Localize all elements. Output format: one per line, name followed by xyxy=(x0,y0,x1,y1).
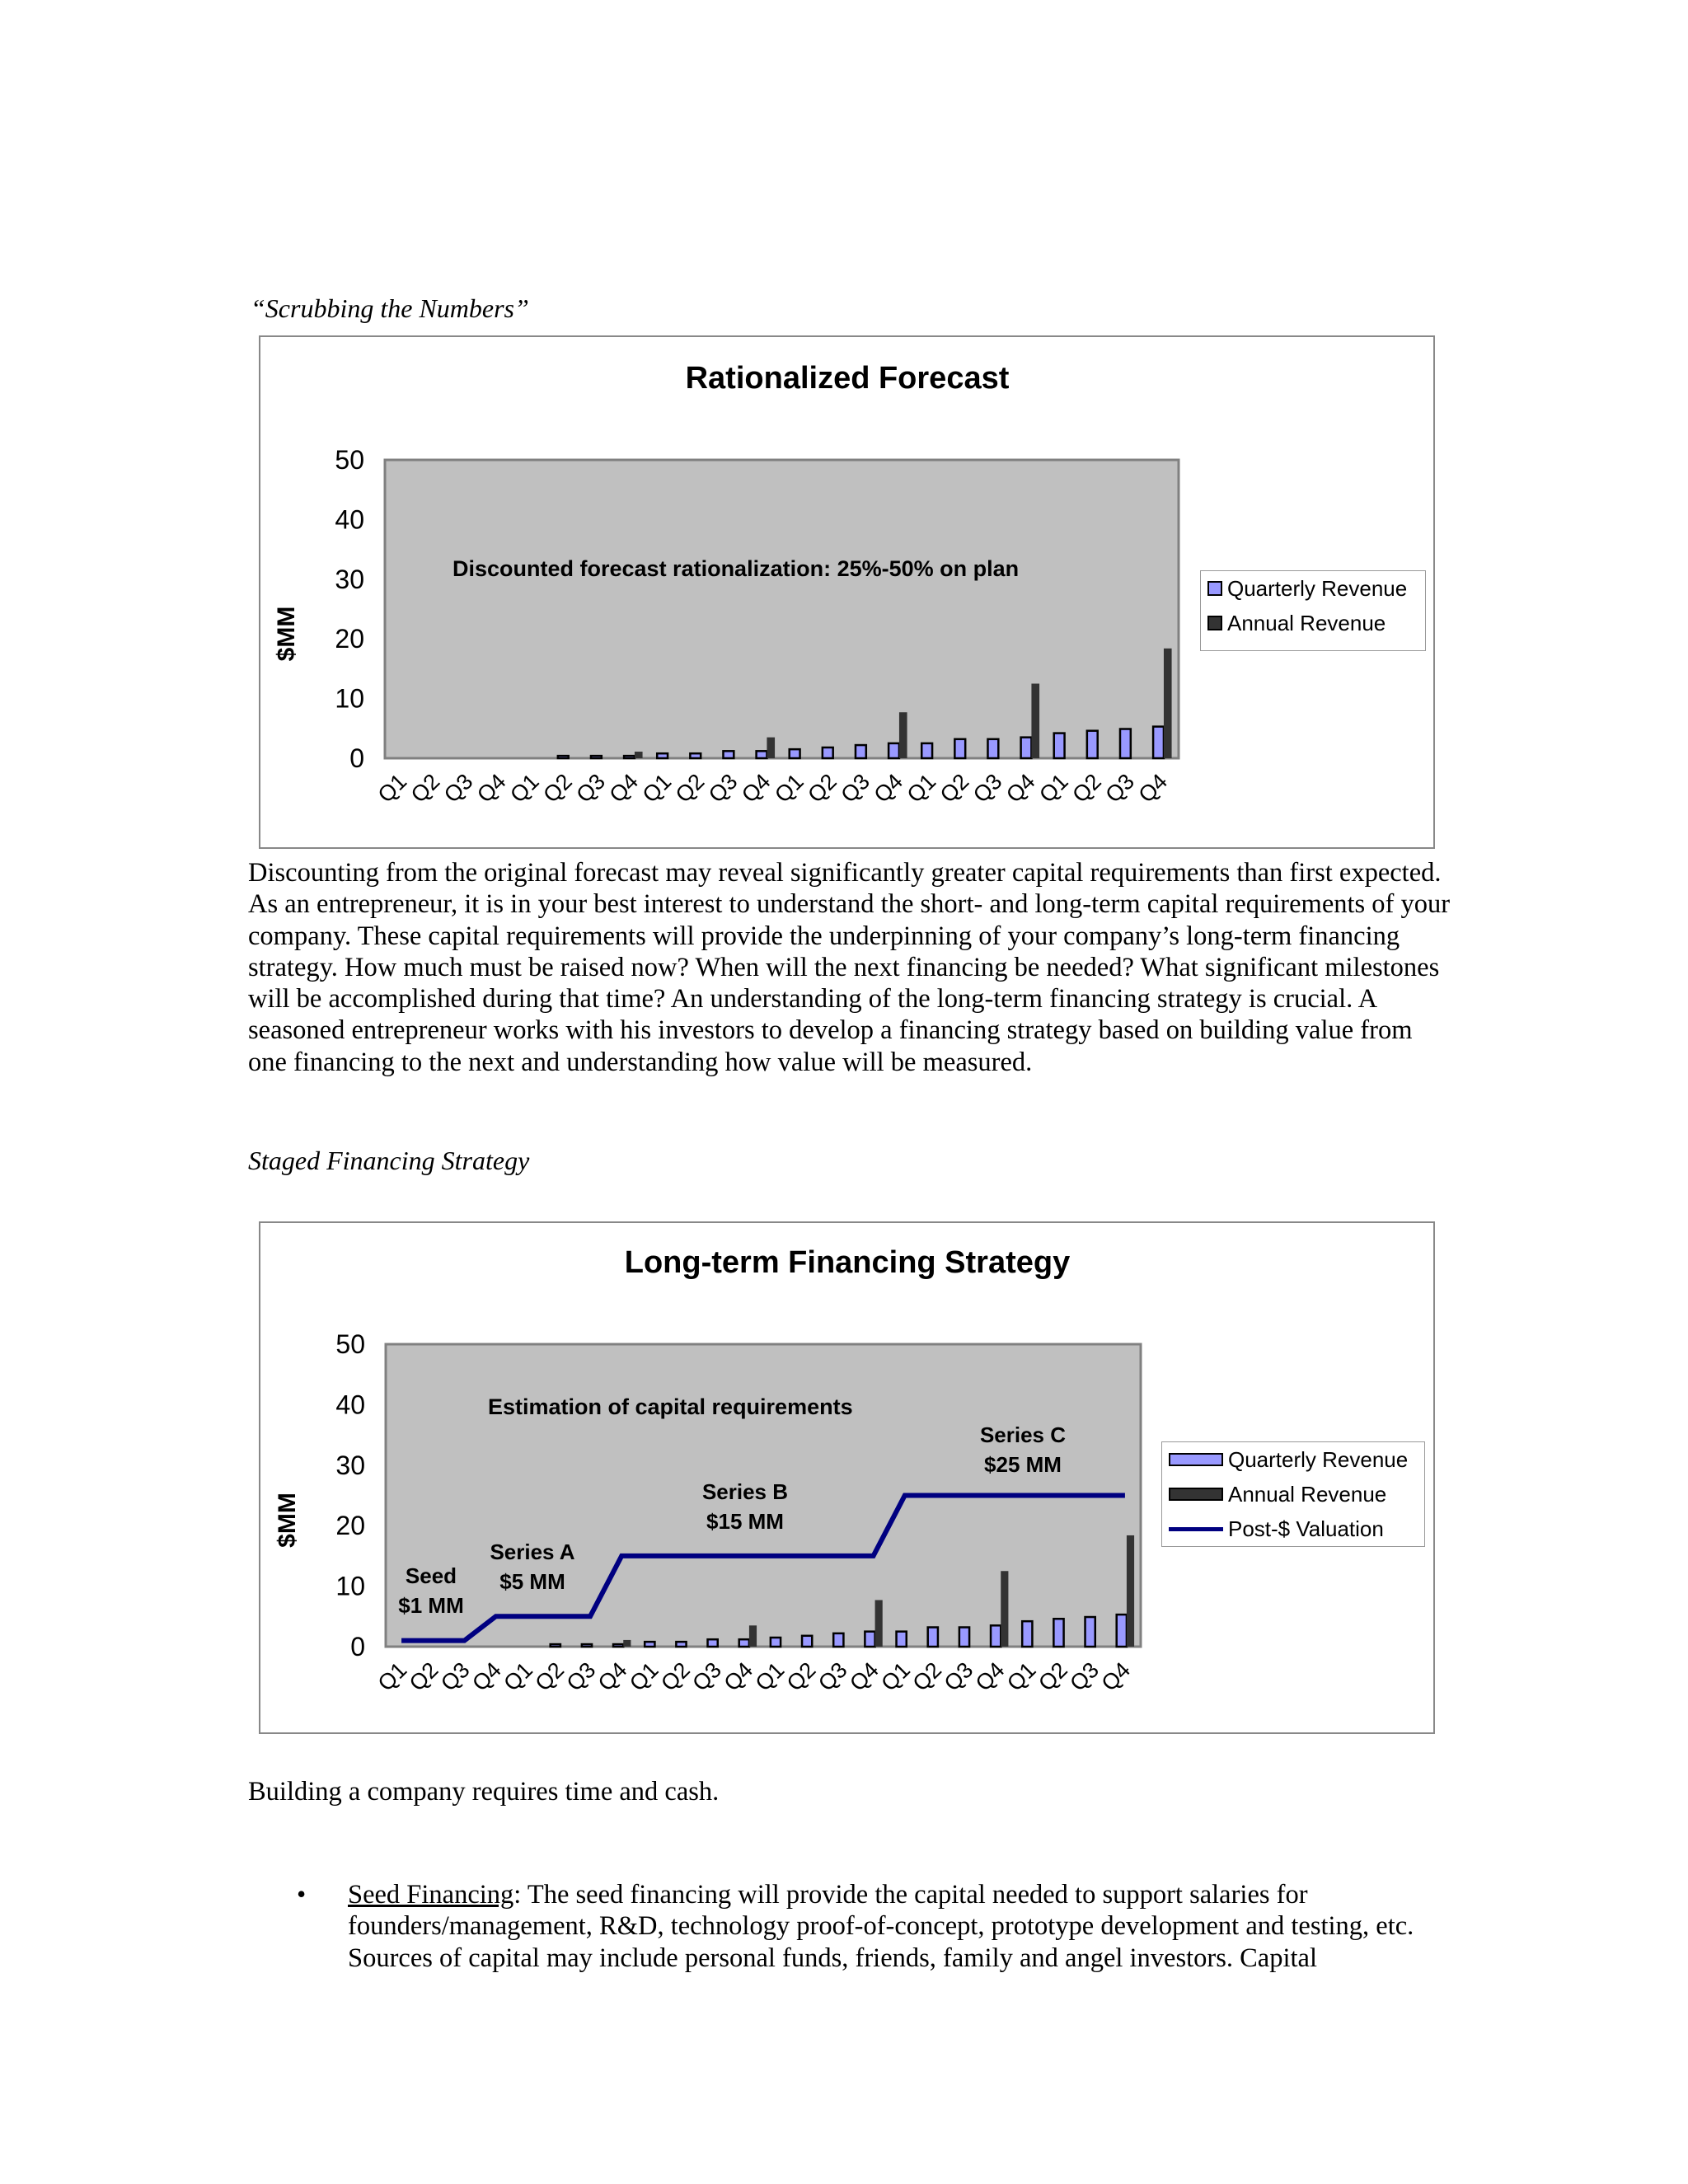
x-tick-label: Q3 xyxy=(687,1657,726,1696)
chart-rationalized-forecast xyxy=(259,335,1435,849)
legend-item-quarterly xyxy=(1201,571,1425,606)
x-tick-label: Q4 xyxy=(719,1657,758,1696)
quarterly-revenue-bar xyxy=(690,753,701,758)
bullet-seed-financing xyxy=(348,1879,1444,1974)
y-tick-label: 0 xyxy=(349,743,364,773)
x-tick-label: Q2 xyxy=(1067,769,1106,808)
legend-label: Annual Revenue xyxy=(1228,1481,1387,1507)
x-tick-label: Q4 xyxy=(1133,769,1173,808)
seed-financing-text: : The seed financing will provide the capital needed to support salaries for founders/management, R&D, technology proof-of-concept, prototype development and testing, etc. Sources of capital may include personal funds, friends, family and angel investors. Capital xyxy=(348,1880,1414,1973)
quarterly-revenue-bar xyxy=(987,739,998,758)
x-tick-label: Q4 xyxy=(467,1657,506,1696)
quarterly-swatch xyxy=(1207,581,1222,596)
x-tick-label: Q1 xyxy=(373,1657,412,1696)
legend-label: Annual Revenue xyxy=(1227,610,1386,635)
x-tick-label: Q4 xyxy=(1001,769,1040,808)
x-tick-label: Q1 xyxy=(1034,769,1073,808)
annual-revenue-bar xyxy=(875,1600,883,1647)
section-heading-scrubbing: “Scrubbing the Numbers” xyxy=(251,293,529,323)
quarterly-swatch xyxy=(1169,1453,1223,1466)
y-tick-label: 30 xyxy=(335,564,364,594)
stage-label-name: Series C xyxy=(979,1422,1067,1447)
x-tick-label: Q4 xyxy=(471,769,511,808)
quarterly-revenue-bar xyxy=(954,739,965,758)
quarterly-revenue-bar xyxy=(1087,731,1098,758)
chart-title: Rationalized Forecast xyxy=(685,361,1010,396)
annual-revenue-bar xyxy=(749,1625,757,1647)
x-tick-label: Q2 xyxy=(538,769,577,808)
stage-label-amount: $1 MM xyxy=(398,1593,464,1618)
quarterly-revenue-bar xyxy=(802,1636,812,1647)
annual-revenue-bar xyxy=(1127,1535,1134,1647)
annual-revenue-bar xyxy=(1001,1571,1008,1647)
y-tick-label: 10 xyxy=(335,1571,365,1601)
chart-title: Long-term Financing Strategy xyxy=(624,1245,1071,1280)
x-tick-label: Q4 xyxy=(604,769,644,808)
legend-item-quarterly xyxy=(1162,1442,1424,1477)
quarterly-revenue-bar xyxy=(1120,729,1131,758)
annual-revenue-bar xyxy=(1031,684,1039,759)
quarterly-revenue-bar xyxy=(1054,733,1065,758)
y-tick-label: 30 xyxy=(335,1450,365,1480)
quarterly-revenue-bar xyxy=(771,1638,781,1647)
x-tick-label: Q2 xyxy=(530,1657,570,1696)
chart-legend xyxy=(1200,570,1426,651)
x-tick-label: Q1 xyxy=(876,1657,915,1696)
x-tick-label: Q1 xyxy=(499,1657,537,1696)
x-tick-label: Q2 xyxy=(781,1657,821,1696)
quarterly-revenue-bar xyxy=(790,749,800,758)
x-tick-label: Q2 xyxy=(670,769,710,808)
x-tick-label: Q4 xyxy=(970,1657,1010,1696)
annual-revenue-bar xyxy=(767,738,775,758)
annual-revenue-bar xyxy=(635,752,643,758)
quarterly-revenue-bar xyxy=(645,1642,654,1647)
section-heading-staged: Staged Financing Strategy xyxy=(248,1146,530,1175)
x-tick-label: Q1 xyxy=(770,769,809,808)
chart-legend xyxy=(1161,1441,1425,1547)
x-tick-label: Q4 xyxy=(593,1657,632,1696)
legend-label: Quarterly Revenue xyxy=(1228,1446,1409,1472)
x-tick-label: Q1 xyxy=(624,1657,663,1696)
legend-item-annual xyxy=(1201,606,1425,640)
quarterly-revenue-bar xyxy=(624,756,635,758)
quarterly-revenue-bar xyxy=(739,1639,749,1647)
x-tick-label: Q4 xyxy=(869,769,908,808)
quarterly-revenue-bar xyxy=(865,1632,874,1647)
x-tick-label: Q3 xyxy=(571,769,611,808)
x-tick-label: Q2 xyxy=(935,769,974,808)
x-tick-label: Q3 xyxy=(435,1657,475,1696)
y-tick-label: 0 xyxy=(350,1632,365,1661)
quarterly-revenue-bar xyxy=(723,751,734,758)
y-tick-label: 40 xyxy=(335,1390,365,1420)
legend-label: Quarterly Revenue xyxy=(1227,575,1408,601)
x-tick-label: Q3 xyxy=(813,1657,852,1696)
legend-label: Post-$ Valuation xyxy=(1228,1516,1384,1541)
quarterly-revenue-bar xyxy=(1053,1619,1063,1647)
x-tick-label: Q2 xyxy=(1034,1657,1072,1696)
x-tick-label: Q4 xyxy=(736,769,776,808)
y-tick-label: 20 xyxy=(335,1511,365,1541)
quarterly-revenue-bar xyxy=(558,756,569,758)
y-axis-label: $MM xyxy=(274,1493,301,1548)
x-tick-label: Q3 xyxy=(968,769,1007,808)
quarterly-revenue-bar xyxy=(582,1644,592,1647)
quarterly-revenue-bar xyxy=(856,745,866,758)
quarterly-revenue-bar xyxy=(991,1625,1001,1647)
quarterly-revenue-bar xyxy=(897,1632,907,1647)
x-tick-label: Q1 xyxy=(902,769,941,808)
quarterly-revenue-bar xyxy=(921,743,932,758)
quarterly-revenue-bar xyxy=(676,1642,686,1647)
y-tick-label: 50 xyxy=(335,445,364,475)
chart-annotation: Discounted forecast rationalization: 25%-50% on plan xyxy=(452,556,1020,581)
legend-item-annual xyxy=(1162,1477,1424,1511)
x-tick-label: Q3 xyxy=(1100,769,1140,808)
quarterly-revenue-bar xyxy=(928,1628,938,1647)
stage-label-name: Series A xyxy=(490,1540,575,1564)
stage-label-amount: $5 MM xyxy=(499,1569,565,1594)
x-tick-label: Q3 xyxy=(561,1657,601,1696)
chart-long-term-financing xyxy=(259,1221,1435,1734)
quarterly-revenue-bar xyxy=(889,743,899,758)
quarterly-revenue-bar xyxy=(1021,738,1032,758)
x-tick-label: Q3 xyxy=(939,1657,978,1696)
bullet-dot: • xyxy=(297,1879,307,1909)
plot-area xyxy=(385,460,1179,758)
quarterly-revenue-bar xyxy=(1117,1615,1127,1647)
x-tick-label: Q2 xyxy=(404,1657,443,1696)
annual-revenue-bar xyxy=(1164,649,1172,758)
x-tick-label: Q1 xyxy=(505,769,544,808)
x-tick-label: Q3 xyxy=(703,769,743,808)
quarterly-revenue-bar xyxy=(1022,1621,1032,1647)
x-tick-label: Q2 xyxy=(406,769,445,808)
stage-label-amount: $25 MM xyxy=(984,1452,1062,1477)
x-tick-label: Q1 xyxy=(637,769,677,808)
quarterly-revenue-bar xyxy=(823,748,833,758)
x-tick-label: Q4 xyxy=(1096,1657,1136,1696)
x-tick-label: Q2 xyxy=(803,769,842,808)
y-tick-label: 50 xyxy=(335,1329,365,1359)
body-paragraph-2: Building a company requires time and cash. xyxy=(248,1777,720,1807)
quarterly-revenue-bar xyxy=(551,1644,560,1647)
x-tick-label: Q3 xyxy=(438,769,478,808)
quarterly-revenue-bar xyxy=(708,1639,718,1647)
y-axis-label: $MM xyxy=(273,606,300,662)
y-tick-label: 10 xyxy=(335,683,364,714)
y-tick-label: 40 xyxy=(335,504,364,535)
stage-label-name: Series B xyxy=(701,1479,789,1504)
x-tick-label: Q4 xyxy=(845,1657,884,1696)
quarterly-revenue-bar xyxy=(959,1628,969,1647)
seed-financing-term: Seed Financing xyxy=(348,1880,514,1910)
x-tick-label: Q2 xyxy=(656,1657,695,1696)
annual-revenue-bar xyxy=(899,712,907,758)
stage-label-amount: $15 MM xyxy=(706,1509,784,1534)
quarterly-revenue-bar xyxy=(657,753,668,758)
quarterly-revenue-bar xyxy=(757,751,767,758)
valuation-swatch xyxy=(1169,1527,1223,1531)
y-tick-label: 20 xyxy=(335,624,364,654)
chart-annotation: Estimation of capital requirements xyxy=(488,1394,853,1419)
quarterly-revenue-bar xyxy=(1153,727,1164,758)
annual-swatch xyxy=(1169,1488,1223,1501)
quarterly-revenue-bar xyxy=(1085,1617,1095,1647)
quarterly-revenue-bar xyxy=(833,1633,843,1647)
x-tick-label: Q1 xyxy=(750,1657,790,1696)
x-tick-label: Q1 xyxy=(1001,1657,1041,1696)
legend-item-valuation xyxy=(1162,1511,1424,1546)
annual-revenue-bar xyxy=(623,1640,631,1647)
x-tick-label: Q1 xyxy=(373,769,412,808)
x-tick-label: Q3 xyxy=(836,769,875,808)
quarterly-revenue-bar xyxy=(613,1644,623,1647)
quarterly-revenue-bar xyxy=(591,756,602,758)
body-paragraph: Discounting from the original forecast may reveal significantly greater capital requirements than first expected. As an entrepreneur, it is in your best interest to understand the short- and long-term capital requirements of your company. These capital requirements will provide the underpinning of your company’s long-term financing strategy. How much must be raised now? When will the next financing be needed? What significant milestones will be accomplished during that time? An understanding of the long-term financing strategy is crucial. A seasoned entrepreneur works with his investors to develop a financing strategy based on building value from one financing to the next and understanding how value will be measured. xyxy=(248,858,1451,1077)
annual-swatch xyxy=(1207,616,1222,630)
stage-label-name: Seed xyxy=(405,1563,457,1588)
x-tick-label: Q2 xyxy=(907,1657,947,1696)
x-tick-label: Q3 xyxy=(1065,1657,1104,1696)
